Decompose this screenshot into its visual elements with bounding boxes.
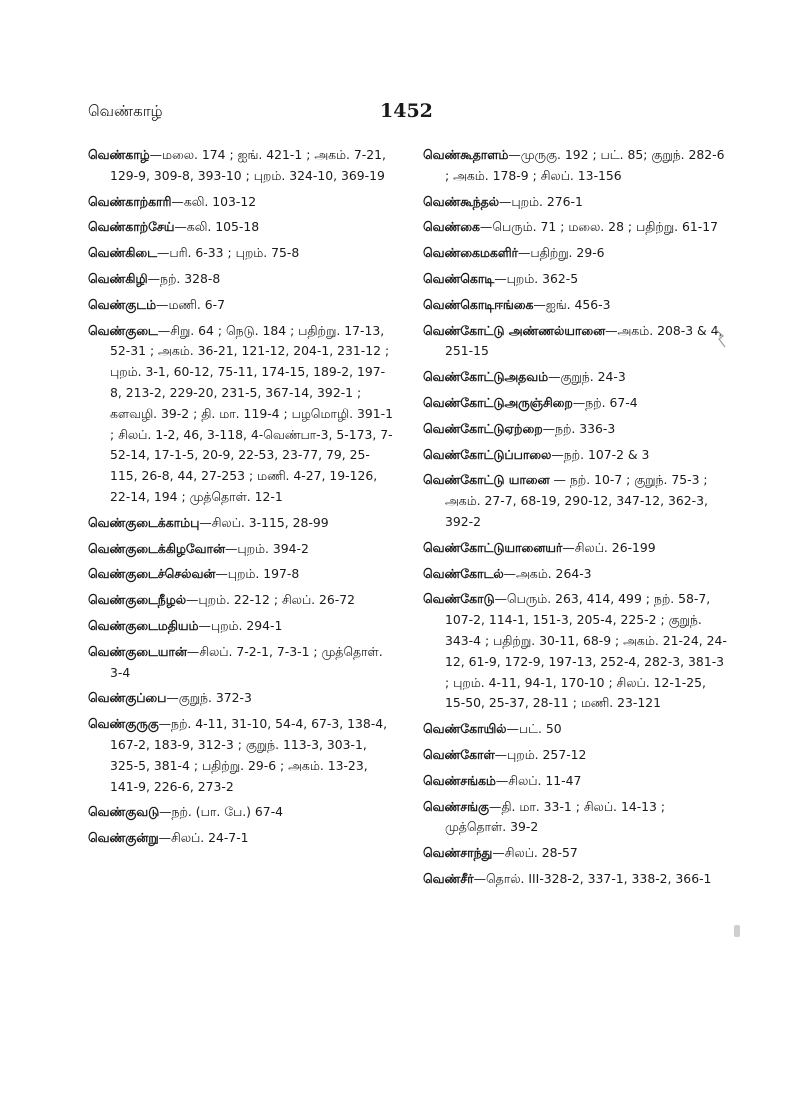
entry-headword: வெண்கூந்தல் bbox=[423, 193, 500, 209]
index-entry bbox=[423, 295, 728, 316]
index-entry bbox=[88, 539, 393, 560]
entry-headword: வெண்கோட்டு அண்ணல்யானை bbox=[423, 322, 606, 338]
entry-headword: வெண்சங்கு bbox=[423, 798, 489, 814]
entry-references: —தி. மா. 33-1 ; சிலப். 14-13 ; முத்தொள். 39-2 bbox=[445, 798, 666, 835]
index-entry bbox=[423, 745, 728, 766]
index-entry bbox=[423, 192, 728, 213]
entry-headword: வெண்கொடி bbox=[423, 270, 495, 286]
index-entry bbox=[88, 513, 393, 534]
index-entry bbox=[88, 564, 393, 585]
entry-headword: வெண்குருகு bbox=[88, 716, 159, 732]
entry-references: —புறம். 276-1 bbox=[499, 193, 583, 209]
entry-headword: வெண்குடைமதியம் bbox=[88, 617, 199, 633]
entry-headword: வெண்குவடு bbox=[88, 804, 160, 820]
entry-references: —புறம். 257-12 bbox=[494, 746, 587, 762]
index-entry bbox=[423, 869, 728, 890]
entry-references: —சிலப். 3-115, 28-99 bbox=[199, 514, 329, 530]
running-head: வெண்காழ் bbox=[88, 102, 163, 120]
entry-references: —குறுந். 372-3 bbox=[166, 690, 252, 706]
entry-references: —பெரும். 71 ; மலை. 28 ; பதிற்று. 61-17 bbox=[479, 219, 719, 235]
entry-headword: வெண்கோட்டுஏற்றை bbox=[423, 420, 543, 436]
index-entry bbox=[88, 243, 393, 264]
index-entry bbox=[88, 295, 393, 316]
index-entry bbox=[423, 538, 728, 559]
entry-references: —சிலப். 24-7-1 bbox=[158, 830, 249, 846]
index-entry bbox=[423, 564, 728, 585]
entry-headword: வெண்கோயில் bbox=[423, 721, 507, 737]
index-entry bbox=[423, 393, 728, 414]
entry-headword: வெண்சீர் bbox=[423, 870, 474, 886]
index-entry bbox=[423, 719, 728, 740]
pencil-mark-icon bbox=[713, 327, 727, 349]
index-entry bbox=[88, 616, 393, 637]
index-entry bbox=[423, 269, 728, 290]
index-entry bbox=[88, 192, 393, 213]
entry-references: —பதிற்று. 29-6 bbox=[518, 245, 605, 261]
index-entry bbox=[423, 470, 728, 532]
entry-references: — நற். 10-7 ; குறுந். 75-3 ; அகம். 27-7, 68-19, 290-12, 347-12, 362-3, 392-2 bbox=[445, 472, 708, 529]
entry-references: —பரி. 6-33 ; புறம். 75-8 bbox=[157, 245, 300, 261]
entry-headword: வெண்கூதாளம் bbox=[423, 147, 509, 162]
entry-headword: வெண்குடைக்கிழவோன் bbox=[88, 540, 225, 556]
index-entry bbox=[88, 590, 393, 611]
entry-references: —தொல். III-328-2, 337-1, 338-2, 366-1 bbox=[473, 870, 712, 886]
index-entry bbox=[423, 843, 728, 864]
entry-references: —புறம். 394-2 bbox=[225, 540, 309, 556]
index-entry bbox=[423, 589, 728, 714]
entry-references: —பெரும். 263, 414, 499 ; நற். 58-7, 107-2, 114-1, 151-3, 205-4, 225-2 ; குறுந். 343-4 ; பதிற்று. 30-11, 68-9 ; அகம். 21-24, 24-12, 61-9, 172-9, 197-13, 252-4, 282-3, 381-3 ; புறம். 4-11, 94-1, 170-10 ; சிலப். 12-1-25, 15-50, 25-37, 28-11 ; மணி. 23-121 bbox=[445, 591, 727, 711]
entry-references: —கலி. 105-18 bbox=[174, 219, 260, 235]
index-entry bbox=[88, 217, 393, 238]
entry-headword: வெண்கோடல் bbox=[423, 565, 504, 581]
left-column bbox=[88, 145, 393, 854]
entry-headword: வெண்கிழி bbox=[88, 270, 148, 286]
index-entry bbox=[88, 642, 393, 684]
entry-references: —புறம். 294-1 bbox=[198, 617, 283, 633]
entry-headword: வெண்கோடு bbox=[423, 591, 495, 607]
entry-headword: வெண்கைமகளிர் bbox=[423, 245, 518, 261]
entry-references: —சிலப். 7-2-1, 7-3-1 ; முத்தொள். 3-4 bbox=[110, 643, 383, 680]
entry-headword: வெண்குப்பை bbox=[88, 690, 167, 706]
entry-references: —முருகு. 192 ; பட். 85; குறுந். 282-6 ; அகம். 178-9 ; சிலப். 13-156 bbox=[445, 147, 725, 183]
index-entry bbox=[423, 367, 728, 388]
index-entry bbox=[88, 714, 393, 797]
entry-headword: வெண்கொடிஈங்கை bbox=[423, 296, 534, 312]
index-entry bbox=[423, 771, 728, 792]
entry-references: —சிறு. 64 ; நெடு. 184 ; பதிற்று. 17-13, 52-31 ; அகம். 36-21, 121-12, 204-1, 231-12 ; புறம். 3-1, 60-12, 75-11, 174-15, 189-2, 197-8, 213-2, 229-20, 231-5, 367-14, 392-1 ; களவழி. 39-2 ; தி. மா. 119-4 ; பழமொழி. 391-1 ; சிலப். 1-2, 46, 3-118, 4-வெண்பா-3, 5-173, 7-52-14, 17-1-5, 20-9, 22-53, 23-77, 79, 25-115, 26-8, 44, 27-253 ; மணி. 4-27, 19-126, 22-14, 194 ; முத்தொள். 12-1 bbox=[110, 322, 393, 504]
entry-references: —மணி. 6-7 bbox=[156, 296, 225, 312]
entry-references: —குறுந். 24-3 bbox=[548, 369, 626, 385]
entry-headword: வெண்காற்சேய் bbox=[88, 219, 175, 235]
entry-references: —நற். 336-3 bbox=[542, 420, 616, 436]
entry-headword: வெண்குடைச்செல்வன் bbox=[88, 566, 216, 582]
scan-speck bbox=[734, 925, 740, 937]
index-entry bbox=[88, 802, 393, 823]
index-entry bbox=[88, 269, 393, 290]
entry-references: —ஐங். 456-3 bbox=[533, 296, 611, 312]
index-entry bbox=[423, 243, 728, 264]
index-entry bbox=[88, 145, 393, 187]
entry-references: —சிலப். 28-57 bbox=[492, 845, 578, 861]
index-entry bbox=[88, 828, 393, 849]
page-number: 1452 bbox=[380, 100, 433, 122]
entry-headword: வெண்காற்காரி bbox=[88, 193, 172, 209]
entry-headword: வெண்கோட்டு யானை bbox=[423, 472, 550, 488]
entry-references: —அகம். 208-3 & 4, 251-15 bbox=[445, 322, 723, 359]
entry-references: —நற். (பா. பே.) 67-4 bbox=[159, 804, 284, 820]
entry-references: —சிலப். 11-47 bbox=[495, 772, 582, 788]
entry-headword: வெண்குடம் bbox=[88, 296, 157, 312]
entry-headword: வெண்சாந்து bbox=[423, 845, 493, 861]
index-entry bbox=[423, 797, 728, 839]
entry-references: —கலி. 103-12 bbox=[171, 193, 257, 209]
entry-headword: வெண்குடைநீழல் bbox=[88, 592, 186, 608]
index-entry bbox=[423, 321, 728, 363]
entry-references: —நற். 328-8 bbox=[147, 270, 221, 286]
page-header bbox=[88, 100, 738, 130]
entry-references: —நற். 4-11, 31-10, 54-4, 67-3, 138-4, 167-2, 183-9, 312-3 ; குறுந். 113-3, 303-1, 325-5, 381-4 ; பதிற்று. 29-6 ; அகம். 13-23, 141-9, 226-6, 273-2 bbox=[110, 716, 388, 794]
entry-headword: வெண்குடைக்காம்பு bbox=[88, 514, 200, 530]
entry-headword: வெண்குடை bbox=[88, 322, 158, 338]
entry-references: —புறம். 197-8 bbox=[215, 566, 300, 582]
entry-references: —பட். 50 bbox=[506, 721, 562, 737]
entry-headword: வெண்கோட்டுயானையர் bbox=[423, 539, 563, 555]
entry-references: —அகம். 264-3 bbox=[503, 565, 592, 581]
entry-headword: வெண்சங்கம் bbox=[423, 772, 496, 788]
index-entry bbox=[88, 321, 393, 508]
entry-references: —புறம். 362-5 bbox=[494, 270, 579, 286]
index-entry bbox=[423, 145, 728, 187]
index-entry bbox=[423, 419, 728, 440]
entry-headword: வெண்கோட்டுஅதவம் bbox=[423, 369, 549, 385]
entry-headword: வெண்காழ் bbox=[88, 147, 150, 162]
entry-references: —புறம். 22-12 ; சிலப். 26-72 bbox=[186, 592, 356, 608]
entry-headword: வெண்குன்று bbox=[88, 830, 159, 846]
entry-headword: வெண்கோட்டுஅருஞ்சிறை bbox=[423, 394, 573, 410]
index-entry bbox=[423, 445, 728, 466]
entry-headword: வெண்கோட்டுப்பாலை bbox=[423, 446, 552, 462]
index-entry bbox=[423, 217, 728, 238]
entry-headword: வெண்கோள் bbox=[423, 746, 495, 762]
index-entry bbox=[88, 688, 393, 709]
entry-references: —நற். 107-2 & 3 bbox=[551, 446, 650, 462]
entry-references: —மலை. 174 ; ஐங். 421-1 ; அகம். 7-21, 129-9, 309-8, 393-10 ; புறம். 324-10, 369-19 bbox=[110, 147, 386, 183]
entry-headword: வெண்கிடை bbox=[88, 245, 158, 261]
right-column bbox=[423, 145, 728, 895]
entry-references: —சிலப். 26-199 bbox=[562, 539, 656, 555]
entry-references: —நற். 67-4 bbox=[572, 394, 638, 410]
entry-headword: வெண்குடையான் bbox=[88, 643, 187, 659]
entry-headword: வெண்கை bbox=[423, 219, 480, 235]
